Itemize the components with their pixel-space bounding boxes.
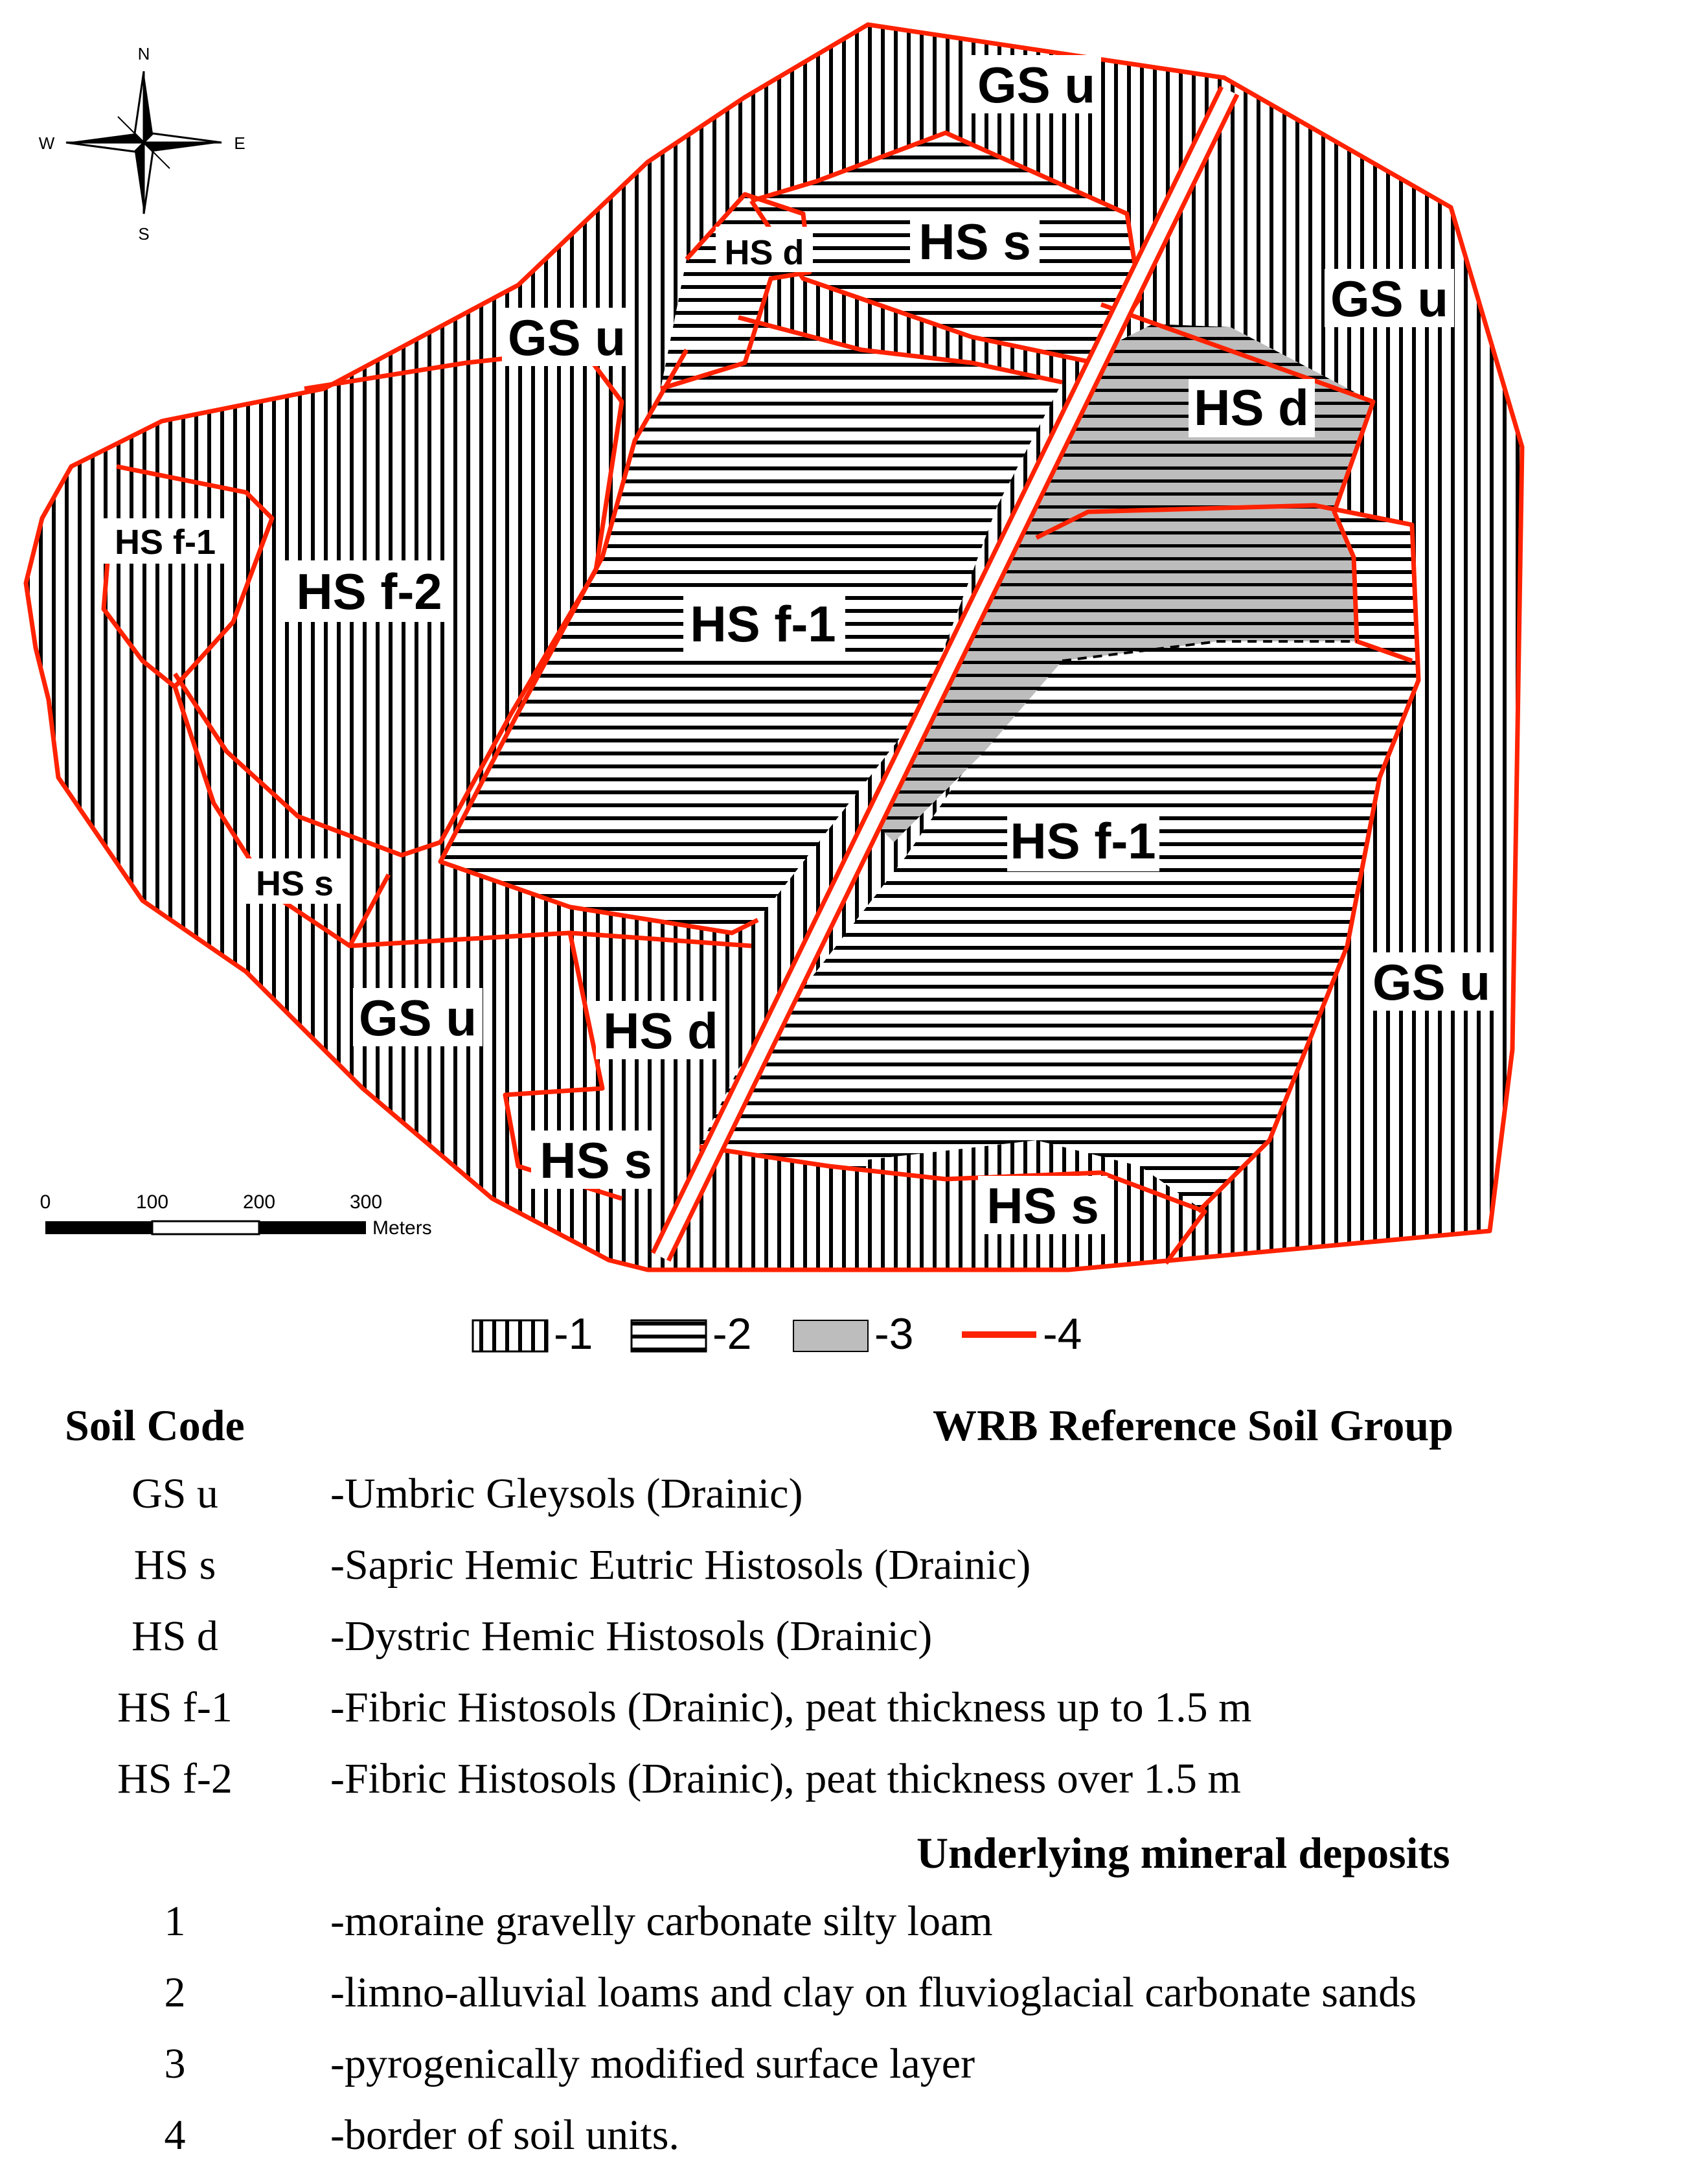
table-row xyxy=(0,1458,1708,1530)
legend-label-1: -1 xyxy=(554,1309,593,1359)
legend-label-2: -2 xyxy=(712,1309,752,1359)
scale-unit: Meters xyxy=(372,1217,432,1239)
mineral-code: 3 xyxy=(164,2040,186,2087)
label-hs-s-south: HS s xyxy=(540,1132,652,1189)
legend-swatch-3 xyxy=(793,1320,868,1351)
label-hs-s-west: HS s xyxy=(255,864,334,903)
scale-tick-300: 300 xyxy=(349,1191,383,1213)
soil-desc: -Umbric Gleysols (Drainic) xyxy=(330,1470,803,1517)
header-mineral-deposits: Underlying mineral deposits xyxy=(917,1828,1450,1878)
table-row xyxy=(0,1529,1708,1602)
scale-tick-100: 100 xyxy=(135,1191,169,1213)
mineral-desc: -moraine gravelly carbonate silty loam xyxy=(330,1898,993,1945)
legend-swatch-1 xyxy=(473,1320,547,1351)
soil-desc: -Fibric Histosols (Drainic), peat thickness over 1.5 m xyxy=(330,1755,1241,1802)
label-hs-d-south: HS d xyxy=(603,1002,718,1059)
label-hs-d-ne: HS d xyxy=(1194,379,1309,436)
label-hs-f1-right: HS f-1 xyxy=(1010,812,1156,869)
mineral-code: 1 xyxy=(164,1898,186,1945)
soil-code: HS d xyxy=(131,1613,218,1660)
label-gs-u-top: GS u xyxy=(977,56,1096,113)
mineral-desc: -pyrogenically modified surface layer xyxy=(330,2040,975,2087)
table-row xyxy=(0,2028,1708,2100)
label-hs-d-top: HS d xyxy=(724,233,804,272)
label-hs-s-top: HS s xyxy=(918,213,1031,270)
table-row xyxy=(0,1600,1708,1673)
label-hs-f2: HS f-2 xyxy=(296,563,442,620)
table-row xyxy=(0,1671,1708,1744)
table-row xyxy=(0,1885,1708,1958)
label-gs-u-sw: GS u xyxy=(358,989,477,1046)
soil-code: HS s xyxy=(133,1541,216,1589)
compass-w-label: W xyxy=(38,133,55,153)
mineral-code: 4 xyxy=(164,2111,186,2159)
table-row xyxy=(0,1957,1708,2029)
label-gs-u-ne: GS u xyxy=(1330,270,1449,327)
soil-code: GS u xyxy=(131,1470,218,1517)
mineral-desc: -border of soil units. xyxy=(330,2111,679,2159)
header-wrb-group: WRB Reference Soil Group xyxy=(933,1401,1453,1450)
soil-desc: -Sapric Hemic Eutric Histosols (Drainic) xyxy=(330,1541,1031,1589)
compass-e-label: E xyxy=(234,133,245,153)
legend-swatch-2 xyxy=(632,1320,706,1351)
legend-table xyxy=(0,1386,1708,2182)
scale-tick-0: 0 xyxy=(40,1191,51,1213)
label-gs-u-east: GS u xyxy=(1372,954,1491,1011)
compass-n-label: N xyxy=(137,44,150,63)
label-hs-f1-far-west: HS f-1 xyxy=(114,523,216,562)
table-row xyxy=(0,1743,1708,1815)
legend-label-4: -4 xyxy=(1043,1309,1082,1359)
table-row xyxy=(0,2099,1708,2172)
scale-bar xyxy=(40,1191,432,1239)
mineral-desc: -limno-alluvial loams and clay on fluvioglacial carbonate sands xyxy=(330,1969,1417,2016)
soil-desc: -Dystric Hemic Histosols (Drainic) xyxy=(330,1613,933,1660)
header-soil-code: Soil Code xyxy=(65,1401,245,1450)
soil-code: HS f-1 xyxy=(117,1684,233,1731)
label-gs-u-nw: GS u xyxy=(507,309,626,366)
soil-code: HS f-2 xyxy=(117,1755,233,1802)
compass-s-label: S xyxy=(138,224,150,244)
legend-label-3: -3 xyxy=(874,1309,914,1359)
scale-tick-200: 200 xyxy=(242,1191,276,1213)
label-hs-s-southeast: HS s xyxy=(986,1177,1099,1234)
compass-rose-icon xyxy=(39,44,245,244)
map-legend xyxy=(473,1309,1082,1359)
label-hs-f1-center: HS f-1 xyxy=(690,595,836,652)
soil-desc: -Fibric Histosols (Drainic), peat thickness up to 1.5 m xyxy=(330,1684,1252,1731)
mineral-code: 2 xyxy=(164,1969,186,2016)
